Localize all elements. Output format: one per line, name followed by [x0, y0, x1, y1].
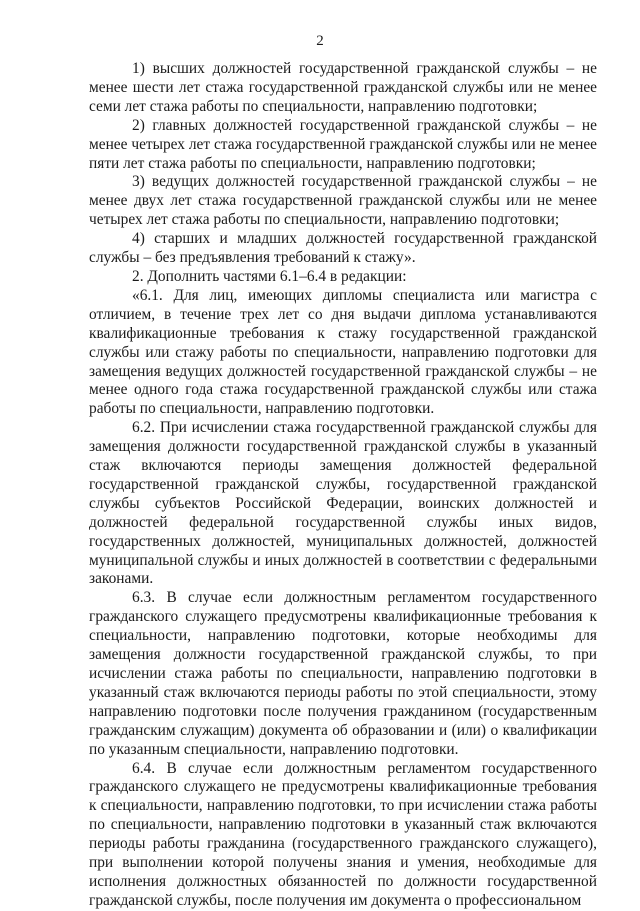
- paragraph-6-2: 6.2. При исчислении стажа государственной гражданской службы для замещения должности государственной гражданской службы в указанный стаж включаются периоды замещения должностей федеральной государственной гражданской службы, государственной гражданской службы субъектов Российской Федерации, воинских должностей и должностей федеральной государственной службы иных видов, государственных должностей, муниципальных должностей, должностей муниципальной службы и иных должностей в соответствии с федеральными законами.: [89, 419, 597, 588]
- paragraph-item-4: 4) старших и младших должностей государственной гражданской службы – без предъявления требований к стажу».: [89, 230, 597, 267]
- paragraph-6-1: «6.1. Для лиц, имеющих дипломы специалиста или магистра с отличием, в течение трех лет со дня выдачи диплома устанавливаются квалификационные требования к стажу государственной гражданской службы или стажу работы по специальности, направлению подготовки для замещения ведущих должностей государственной гражданской службы – не менее одного года стажа государственной гражданской службы или стажа работы по специальности, направлению подготовки.: [89, 286, 597, 418]
- document-body: [89, 60, 597, 911]
- paragraph-6-3: 6.3. В случае если должностным регламентом государственного гражданского служащего предусмотрены квалификационные требования к специальности, направлению подготовки, которые необходимы для замещения должности государственной гражданской службы, то при исчислении стажа работы по специальности, направлению подготовки в указанный стаж включаются периоды работы по этой специальности, этому направлению подготовки после получения гражданином (государственным гражданским служащим) документа об образовании и (или) о квалификации по указанным специальности, направлению подготовки.: [89, 589, 597, 758]
- paragraph-item-2: 2) главных должностей государственной гражданской службы – не менее четырех лет стажа государственной гражданской службы или не менее пяти лет стажа работы по специальности, направлению подготовки;: [89, 116, 597, 172]
- paragraph-item-1: 1) высших должностей государственной гражданской службы – не менее шести лет стажа государственной гражданской службы или не менее семи лет стажа работы по специальности, направлению подготовки;: [89, 60, 597, 115]
- paragraph-amendment-intro: 2. Дополнить частями 6.1–6.4 в редакции:: [132, 267, 407, 285]
- paragraph-item-3: 3) ведущих должностей государственной гражданской службы – не менее двух лет стажа государственной гражданской службы или не менее четырех лет стажа работы по специальности, направлению подготовки;: [89, 173, 597, 229]
- page-number: 2: [316, 33, 324, 49]
- paragraph-6-4: 6.4. В случае если должностным регламентом государственного гражданского служащего не предусмотрены квалификационные требования к специальности, направлению подготовки, то при исчислении стажа работы по специальности, направлению подготовки в указанный стаж включаются периоды работы гражданина (государственного гражданского служащего), при выполнении которой получены знания и умения, необходимые для исполнения должностных обязанностей по должности государственной гражданской службы, после получения им документа о профессиональном: [89, 759, 597, 909]
